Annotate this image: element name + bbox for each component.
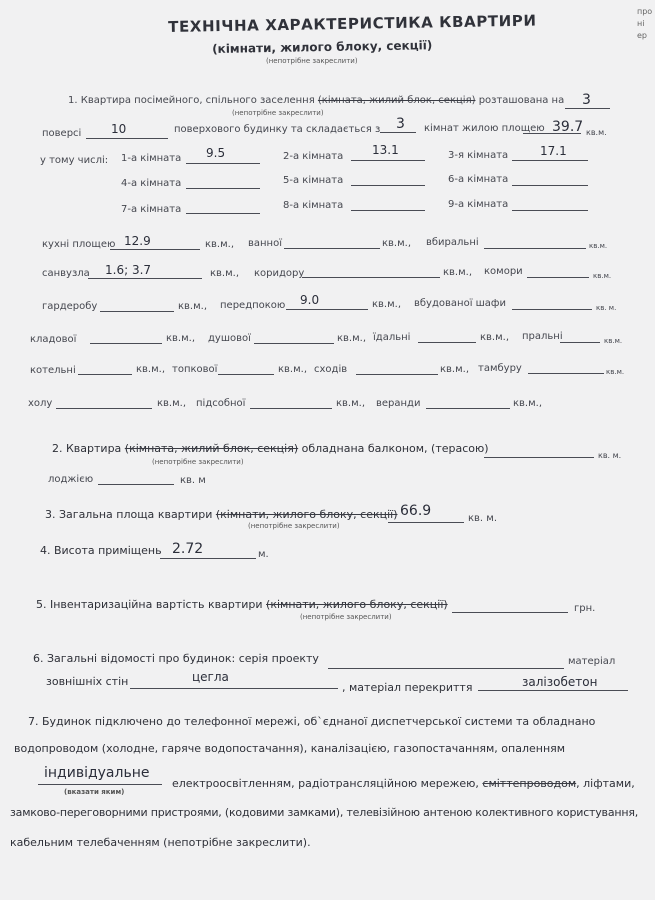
closet-unit: кв. м. (596, 304, 617, 312)
bath-label: ванної (248, 238, 282, 249)
room-2-label: 2-а кімната (283, 151, 344, 162)
room-8-label: 8-а кімната (283, 200, 344, 211)
total-area-unit: кв. м. (468, 513, 498, 524)
vestibule-unit: кв.м. (606, 368, 625, 376)
furnace-label: топкової (172, 364, 218, 375)
utility-label: підсобної (196, 398, 246, 409)
laundry-unit: кв.м. (604, 337, 623, 345)
kitchen-unit: кв.м., (205, 239, 235, 250)
s3-line: 3. Загальна площа квартири (кімнати, жилого блоку, секції) (45, 508, 398, 521)
room-9-label: 9-а кімната (448, 199, 509, 210)
s7-line3: електроосвітленням, радіотрансляційною мережею, сміттепроводом, ліфтами, (172, 777, 635, 790)
s5-line: 5. Інвентаризаційна вартість квартири (кімнати, жилого блоку, секції) (36, 598, 448, 611)
living-area-value: 39.7 (552, 119, 584, 135)
walls-value: цегла (192, 670, 229, 684)
floor-label: поверсі (42, 128, 82, 139)
s7-line4: замково-переговорними пристроями, (кодовими замками), телевізійною антеною колективного користування, (10, 806, 639, 819)
lobby-unit: кв.м., (157, 398, 187, 409)
pantry-unit: кв.м. (593, 272, 612, 280)
room-4-label: 4-а кімната (121, 178, 182, 189)
floors-text: поверхового будинку та складається з (174, 124, 381, 135)
bath-unit: кв.м., (382, 238, 412, 249)
loggia-label: лоджією (48, 474, 94, 485)
shower-label: душової (208, 333, 251, 344)
s1-note: (непотрібне закреслити) (232, 109, 324, 117)
corridor-unit: кв.м., (443, 267, 473, 278)
wc-label: санвузла (42, 268, 90, 279)
corridor-label: коридору (254, 268, 305, 279)
lobby-label: холу (28, 398, 53, 409)
hall-unit: кв.м., (372, 299, 402, 310)
veranda-label: веранди (376, 398, 421, 409)
room-1-value: 9.5 (206, 146, 226, 160)
s5-unit: грн. (574, 603, 596, 614)
vestibule-label: тамбуру (478, 363, 522, 374)
s7-line2: водопроводом (холодне, гаряче водопостачання), каналізацією, газопостачанням, опаленням (14, 742, 566, 755)
veranda-unit: кв.м., (513, 398, 543, 409)
furnace-unit: кв.м., (278, 364, 308, 375)
loggia-unit: кв. м (180, 475, 206, 486)
s3-note: (непотрібне закреслити) (248, 522, 340, 530)
shower-unit: кв.м., (337, 333, 367, 344)
pantry-label: комори (484, 266, 523, 277)
utility-unit: кв.м., (336, 398, 366, 409)
room-1-label: 1-а кімната (121, 153, 182, 164)
s2-unit: кв. м. (598, 451, 622, 460)
page-subtitle: (кімнати, жилого блоку, секції) (212, 38, 433, 56)
ceiling-label: , матеріал перекриття (342, 681, 473, 694)
floors-total-value: 10 (111, 122, 127, 136)
wc-value: 1.6; 3.7 (105, 263, 152, 277)
stairs-label: сходів (314, 364, 348, 375)
stairs-unit: кв.м., (440, 364, 470, 375)
room-2-value: 13.1 (372, 143, 399, 157)
s2-note: (непотрібне закреслити) (152, 458, 244, 466)
height-value: 2.72 (172, 541, 204, 557)
hall-value: 9.0 (300, 293, 320, 307)
wc-unit: кв.м., (210, 268, 240, 279)
closet-label: вбудованої шафи (414, 298, 506, 309)
dressing-label: гардеробу (42, 301, 98, 312)
dining-label: їдальні (373, 332, 411, 343)
subtitle-note: (непотрібне закреслити) (266, 57, 358, 65)
storage-unit: кв.м., (166, 333, 196, 344)
height-label: 4. Висота приміщень (40, 544, 162, 557)
dressing-unit: кв.м., (178, 301, 208, 312)
s1-line1: 1. Квартира посімейного, спільного заселення (кімната, жилий блок, секція) розташована на (68, 95, 565, 106)
laundry-label: пральні (522, 331, 563, 342)
s2-line: 2. Квартира (кімната, жилий блок, секція) обладнана балконом, (терасою) (52, 442, 489, 455)
corner-text: про ні ер (637, 7, 653, 40)
material-label: матеріал (568, 656, 616, 667)
height-unit: м. (258, 549, 269, 560)
kitchen-label: кухні площею (42, 239, 116, 250)
s6-line1: 6. Загальні відомості про будинок: серія проекту (33, 652, 319, 665)
storage-label: кладової (30, 334, 77, 345)
rooms-count-value: 3 (396, 116, 405, 132)
heating-value: індивідуальне (44, 765, 150, 781)
total-area-value: 66.9 (400, 503, 432, 519)
room-3-label: 3-я кімната (448, 150, 509, 161)
heating-note: (вказати яким) (64, 788, 125, 796)
room-5-label: 5-а кімната (283, 175, 344, 186)
room-3-value: 17.1 (540, 144, 567, 158)
floor-value: 3 (582, 92, 591, 108)
kitchen-value: 12.9 (124, 234, 151, 248)
ceiling-value: залізобетон (522, 675, 598, 689)
s5-note: (непотрібне закреслити) (300, 613, 392, 621)
incl-label: у тому числі: (40, 155, 109, 166)
s7-line5: кабельним телебаченням (непотрібне закреслити). (10, 836, 311, 849)
room-6-label: 6-а кімната (448, 174, 509, 185)
boiler-label: котельні (30, 365, 76, 376)
living-area-label: кімнат жилою площею (424, 123, 545, 134)
room-7-label: 7-а кімната (121, 204, 182, 215)
page-title: ТЕХНІЧНА ХАРАКТЕРИСТИКА КВАРТИРИ (168, 11, 537, 36)
walls-label: зовнішніх стін (46, 675, 129, 688)
living-area-unit: кв.м. (586, 128, 607, 137)
s7-line1: 7. Будинок підключено до телефонної мережі, об`єднаної диспетчерської системи та обладнано (28, 715, 596, 728)
boiler-unit: кв.м., (136, 364, 166, 375)
dining-unit: кв.м., (480, 332, 510, 343)
hall-label: передпокою (220, 300, 286, 311)
toilet-label: вбиральні (426, 237, 479, 248)
toilet-unit: кв.м. (589, 242, 608, 250)
